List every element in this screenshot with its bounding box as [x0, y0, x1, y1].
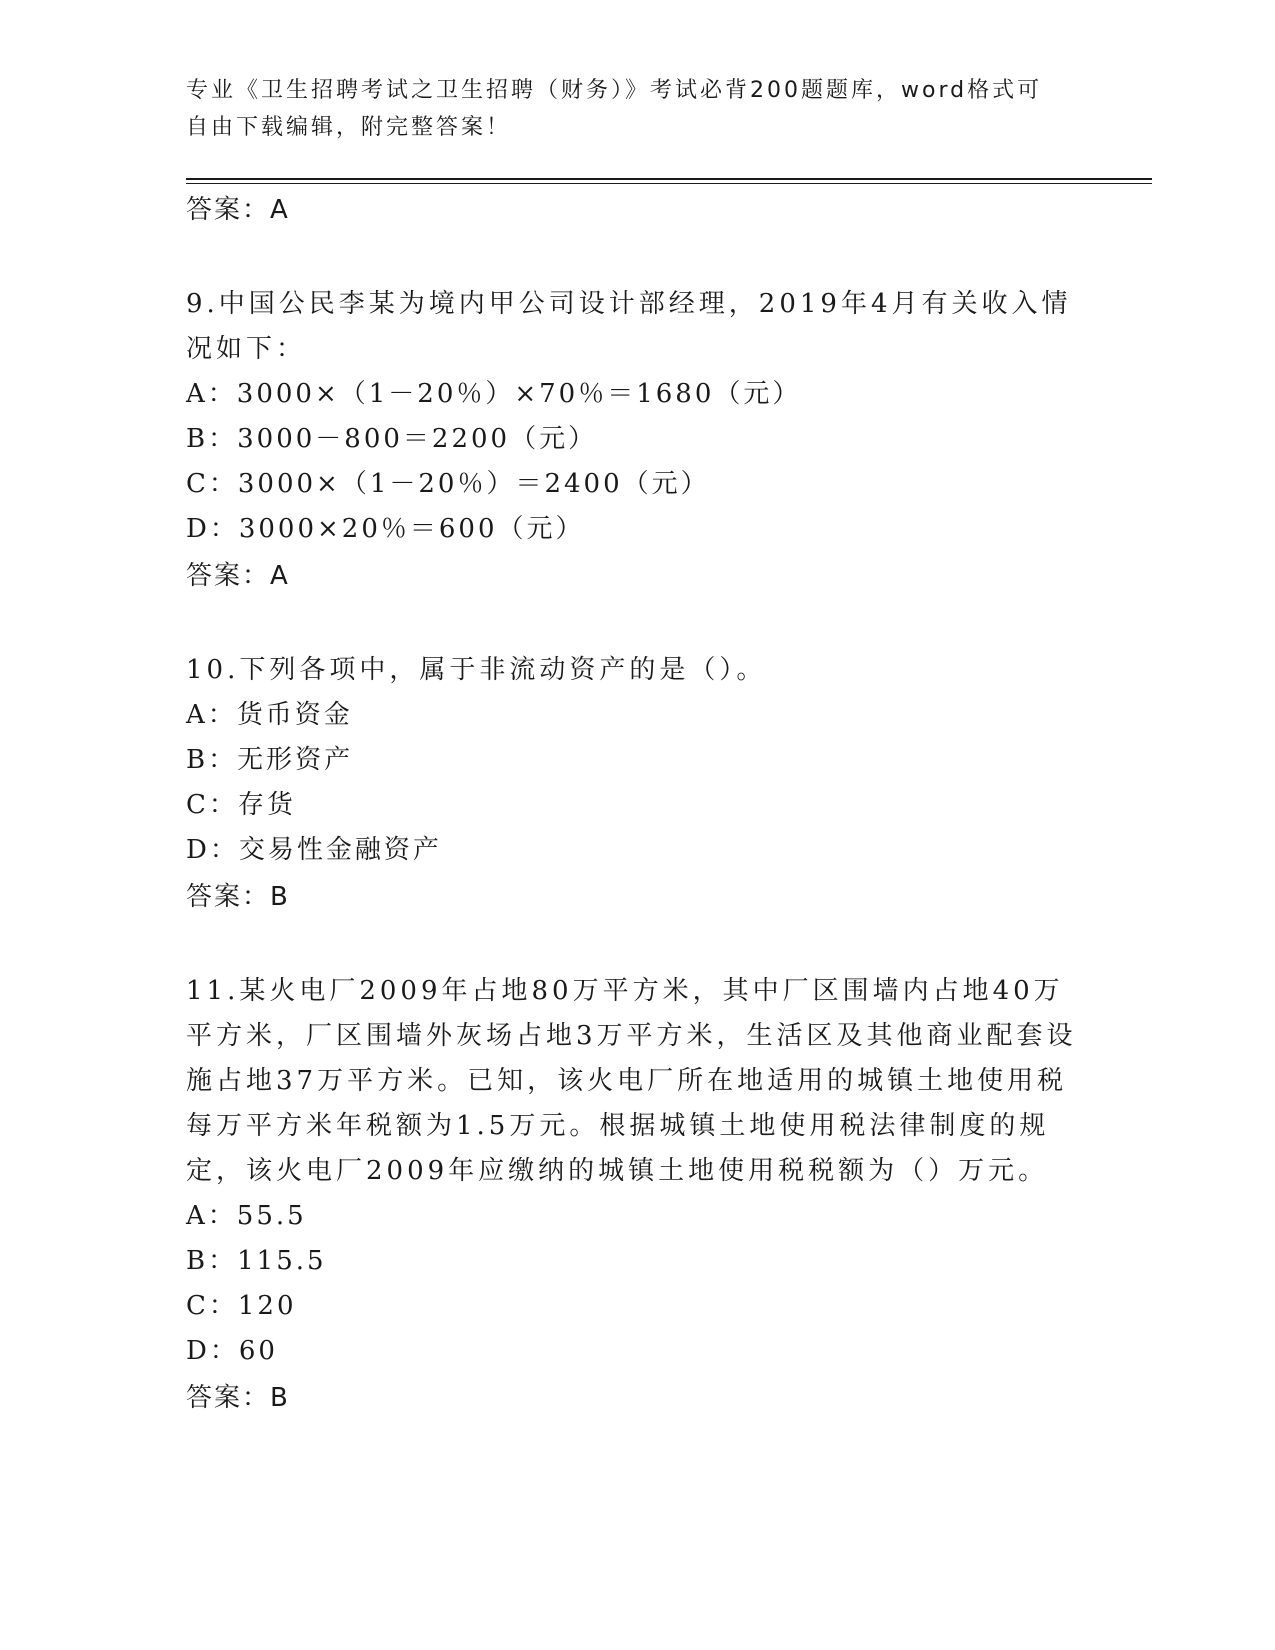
- question-block-11: [186, 969, 1086, 1418]
- question-10-option-c: C：存货: [186, 790, 296, 820]
- question-10-option-d: D：交易性金融资产: [186, 835, 442, 865]
- answer-10: 答案：B: [186, 882, 290, 912]
- header-rule-thin: [186, 183, 1152, 184]
- question-11-option-c: C：120: [186, 1291, 297, 1321]
- question-11-option-b: B：115.5: [186, 1246, 327, 1276]
- question-block-9: [186, 282, 1086, 596]
- question-10-option-b: B：无形资产: [186, 745, 354, 775]
- document-header: 专业《卫生招聘考试之卫生招聘（财务）》考试必背200题题库，word格式可自由下载编辑，附完整答案！: [186, 78, 1043, 140]
- question-9-option-c: C：3000×（1－20％）＝2400（元）: [186, 469, 710, 499]
- question-block-10: [186, 648, 1086, 917]
- header-rule-thick: [186, 178, 1152, 180]
- question-9-option-d: D：3000×20％＝600（元）: [186, 514, 585, 544]
- question-9-option-a: A：3000×（1－20％）×70％＝1680（元）: [186, 379, 802, 409]
- answer-9: 答案：A: [186, 561, 290, 591]
- question-11-option-a: A：55.5: [186, 1201, 307, 1231]
- question-9-text: 9.中国公民李某为境内甲公司设计部经理，2019年4月有关收入情况如下：: [186, 289, 1072, 364]
- answer-11: 答案：B: [186, 1383, 290, 1413]
- question-10-text: 10.下列各项中，属于非流动资产的是（）。: [186, 655, 767, 685]
- question-11-option-d: D：60: [186, 1336, 278, 1366]
- answer-8: 答案：A: [186, 195, 290, 225]
- question-11-text: 11.某火电厂2009年占地80万平方米，其中厂区围墙内占地40万平方米，厂区围墙外灰场占地3万平方米，生活区及其他商业配套设施占地37万平方米。已知，该火电厂所在地适用的城镇土地使用税每万平方米年税额为1.5万元。根据城镇土地使用税法律制度的规定，该火电厂2009年应缴纳的城镇土地使用税税额为（）万元。: [186, 976, 1077, 1186]
- question-10-option-a: A：货币资金: [186, 700, 353, 730]
- question-9-option-b: B：3000－800＝2200（元）: [186, 424, 598, 454]
- question-list: [186, 190, 1086, 1418]
